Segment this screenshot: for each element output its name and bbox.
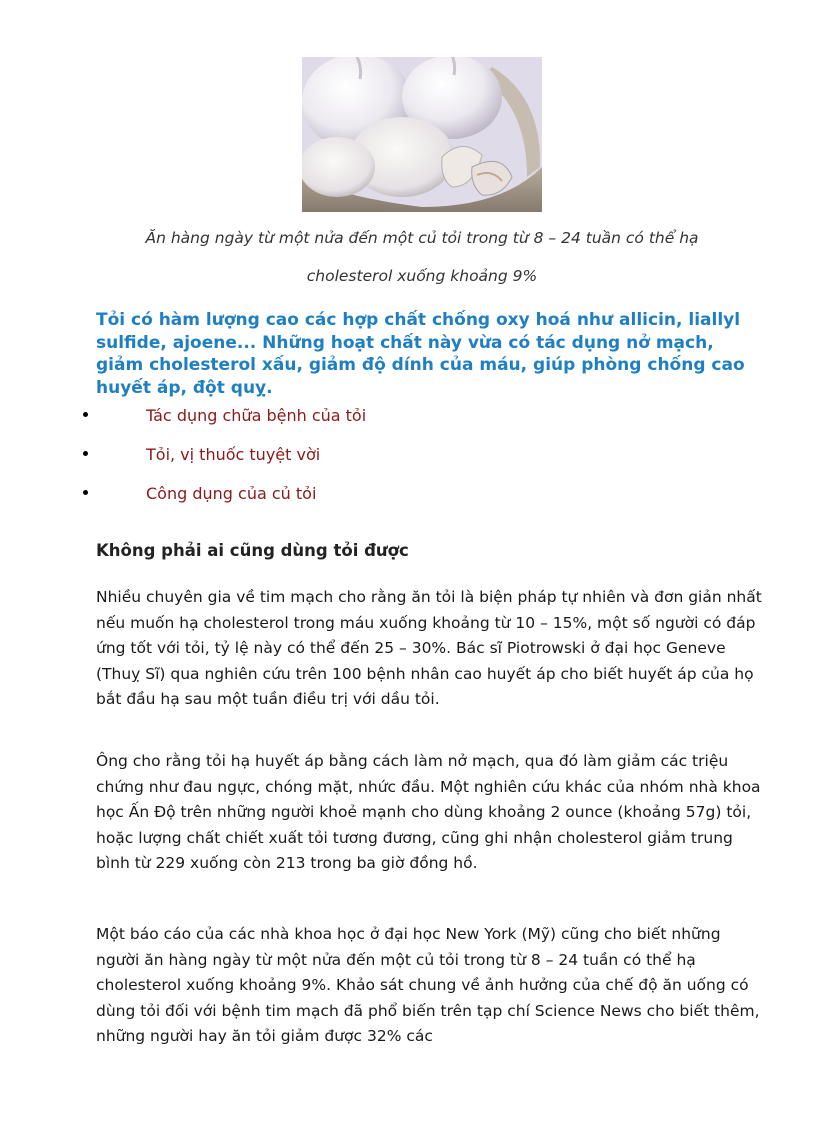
related-link[interactable]: Công dụng của củ tỏi (146, 484, 317, 503)
body-paragraph: Ông cho rằng tỏi hạ huyết áp bằng cách làm nở mạch, qua đó làm giảm các triệu chứng như đau ngực, chóng mặt, nhức đầu. Một nghiên cứu khác của nhóm nhà khoa học Ấn Độ trên những người khoẻ mạnh cho dùng khoảng 2 ounce (khoảng 57g) tỏi, hoặc lượng chất chiết xuất tỏi tương đương, cũng ghi nhận cholesterol giảm trung bình từ 229 xuống còn 213 trong ba giờ đồng hồ. (96, 752, 761, 873)
body-paragraph: Nhiều chuyên gia về tim mạch cho rằng ăn tỏi là biện pháp tự nhiên và đơn giản nhất nếu muốn hạ cholesterol trong máu xuống khoảng từ 10 – 15%, một số người có đáp ứng tốt với tỏi, tỷ lệ này có thể đến 25 – 30%. Bác sĩ Piotrowski ở đại học Geneve (Thuỵ Sĩ) qua nghiên cứu trên 100 bệnh nhân cao huyết áp cho biết huyết áp của họ bắt đầu hạ sau một tuần điều trị với dầu tỏi. (96, 588, 762, 709)
image-caption-line-1: Ăn hàng ngày từ một nửa đến một củ tỏi trong từ 8 – 24 tuần có thể hạ (145, 229, 699, 247)
related-links-list (80, 404, 740, 521)
related-link-item (80, 404, 740, 443)
related-link-item (80, 443, 740, 482)
image-caption-line-2: cholesterol xuống khoảng 9% (306, 267, 538, 285)
bullet-icon (83, 490, 88, 495)
garlic-photo (302, 57, 542, 212)
related-link-item (80, 482, 740, 521)
bullet-icon (83, 412, 88, 417)
bullet-icon (83, 451, 88, 456)
body-paragraph: Một báo cáo của các nhà khoa học ở đại học New York (Mỹ) cũng cho biết những người ăn hàng ngày từ một nửa đến một củ tỏi trong từ 8 – 24 tuần có thể hạ cholesterol xuống khoảng 9%. Khảo sát chung về ảnh hưởng của chế độ ăn uống có dùng tỏi đối với bệnh tim mạch đã phổ biến trên tạp chí Science News cho biết thêm, những người hay ăn tỏi giảm được 32% các (96, 925, 760, 1046)
related-link[interactable]: Tỏi, vị thuốc tuyệt vời (146, 445, 321, 464)
related-link[interactable]: Tác dụng chữa bệnh của tỏi (146, 406, 367, 425)
article-lead: Tỏi có hàm lượng cao các hợp chất chống oxy hoá như allicin, liallyl sulfide, ajoene... Những hoạt chất này vừa có tác dụng nở mạch, giảm cholesterol xấu, giảm độ dính của máu, giúp phòng chống cao huyết áp, đột quỵ. (96, 310, 745, 398)
section-heading: Không phải ai cũng dùng tỏi được (96, 541, 409, 560)
